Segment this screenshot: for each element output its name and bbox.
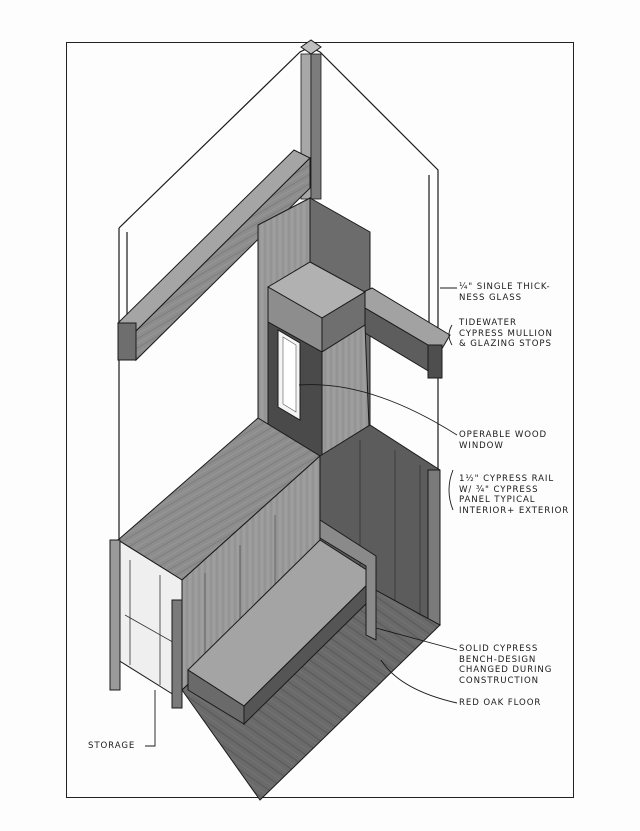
callout-floor: RED OAK FLOOR	[459, 698, 542, 708]
callout-mullion: TIDEWATER CYPRESS MULLION & GLAZING STOPS	[459, 318, 553, 349]
callout-window: OPERABLE WOOD WINDOW	[459, 430, 548, 451]
callout-rail-panel: 1½" CYPRESS RAIL W/ ¾" CYPRESS PANEL TYPICAL INTERIOR+ EXTERIOR	[459, 474, 570, 516]
callout-glass: ¼" SINGLE THICK- NESS GLASS	[459, 282, 551, 303]
callout-bench: SOLID CYPRESS BENCH-DESIGN CHANGED DURING CONSTRUCTION	[459, 644, 553, 686]
callout-storage: STORAGE	[88, 741, 136, 751]
